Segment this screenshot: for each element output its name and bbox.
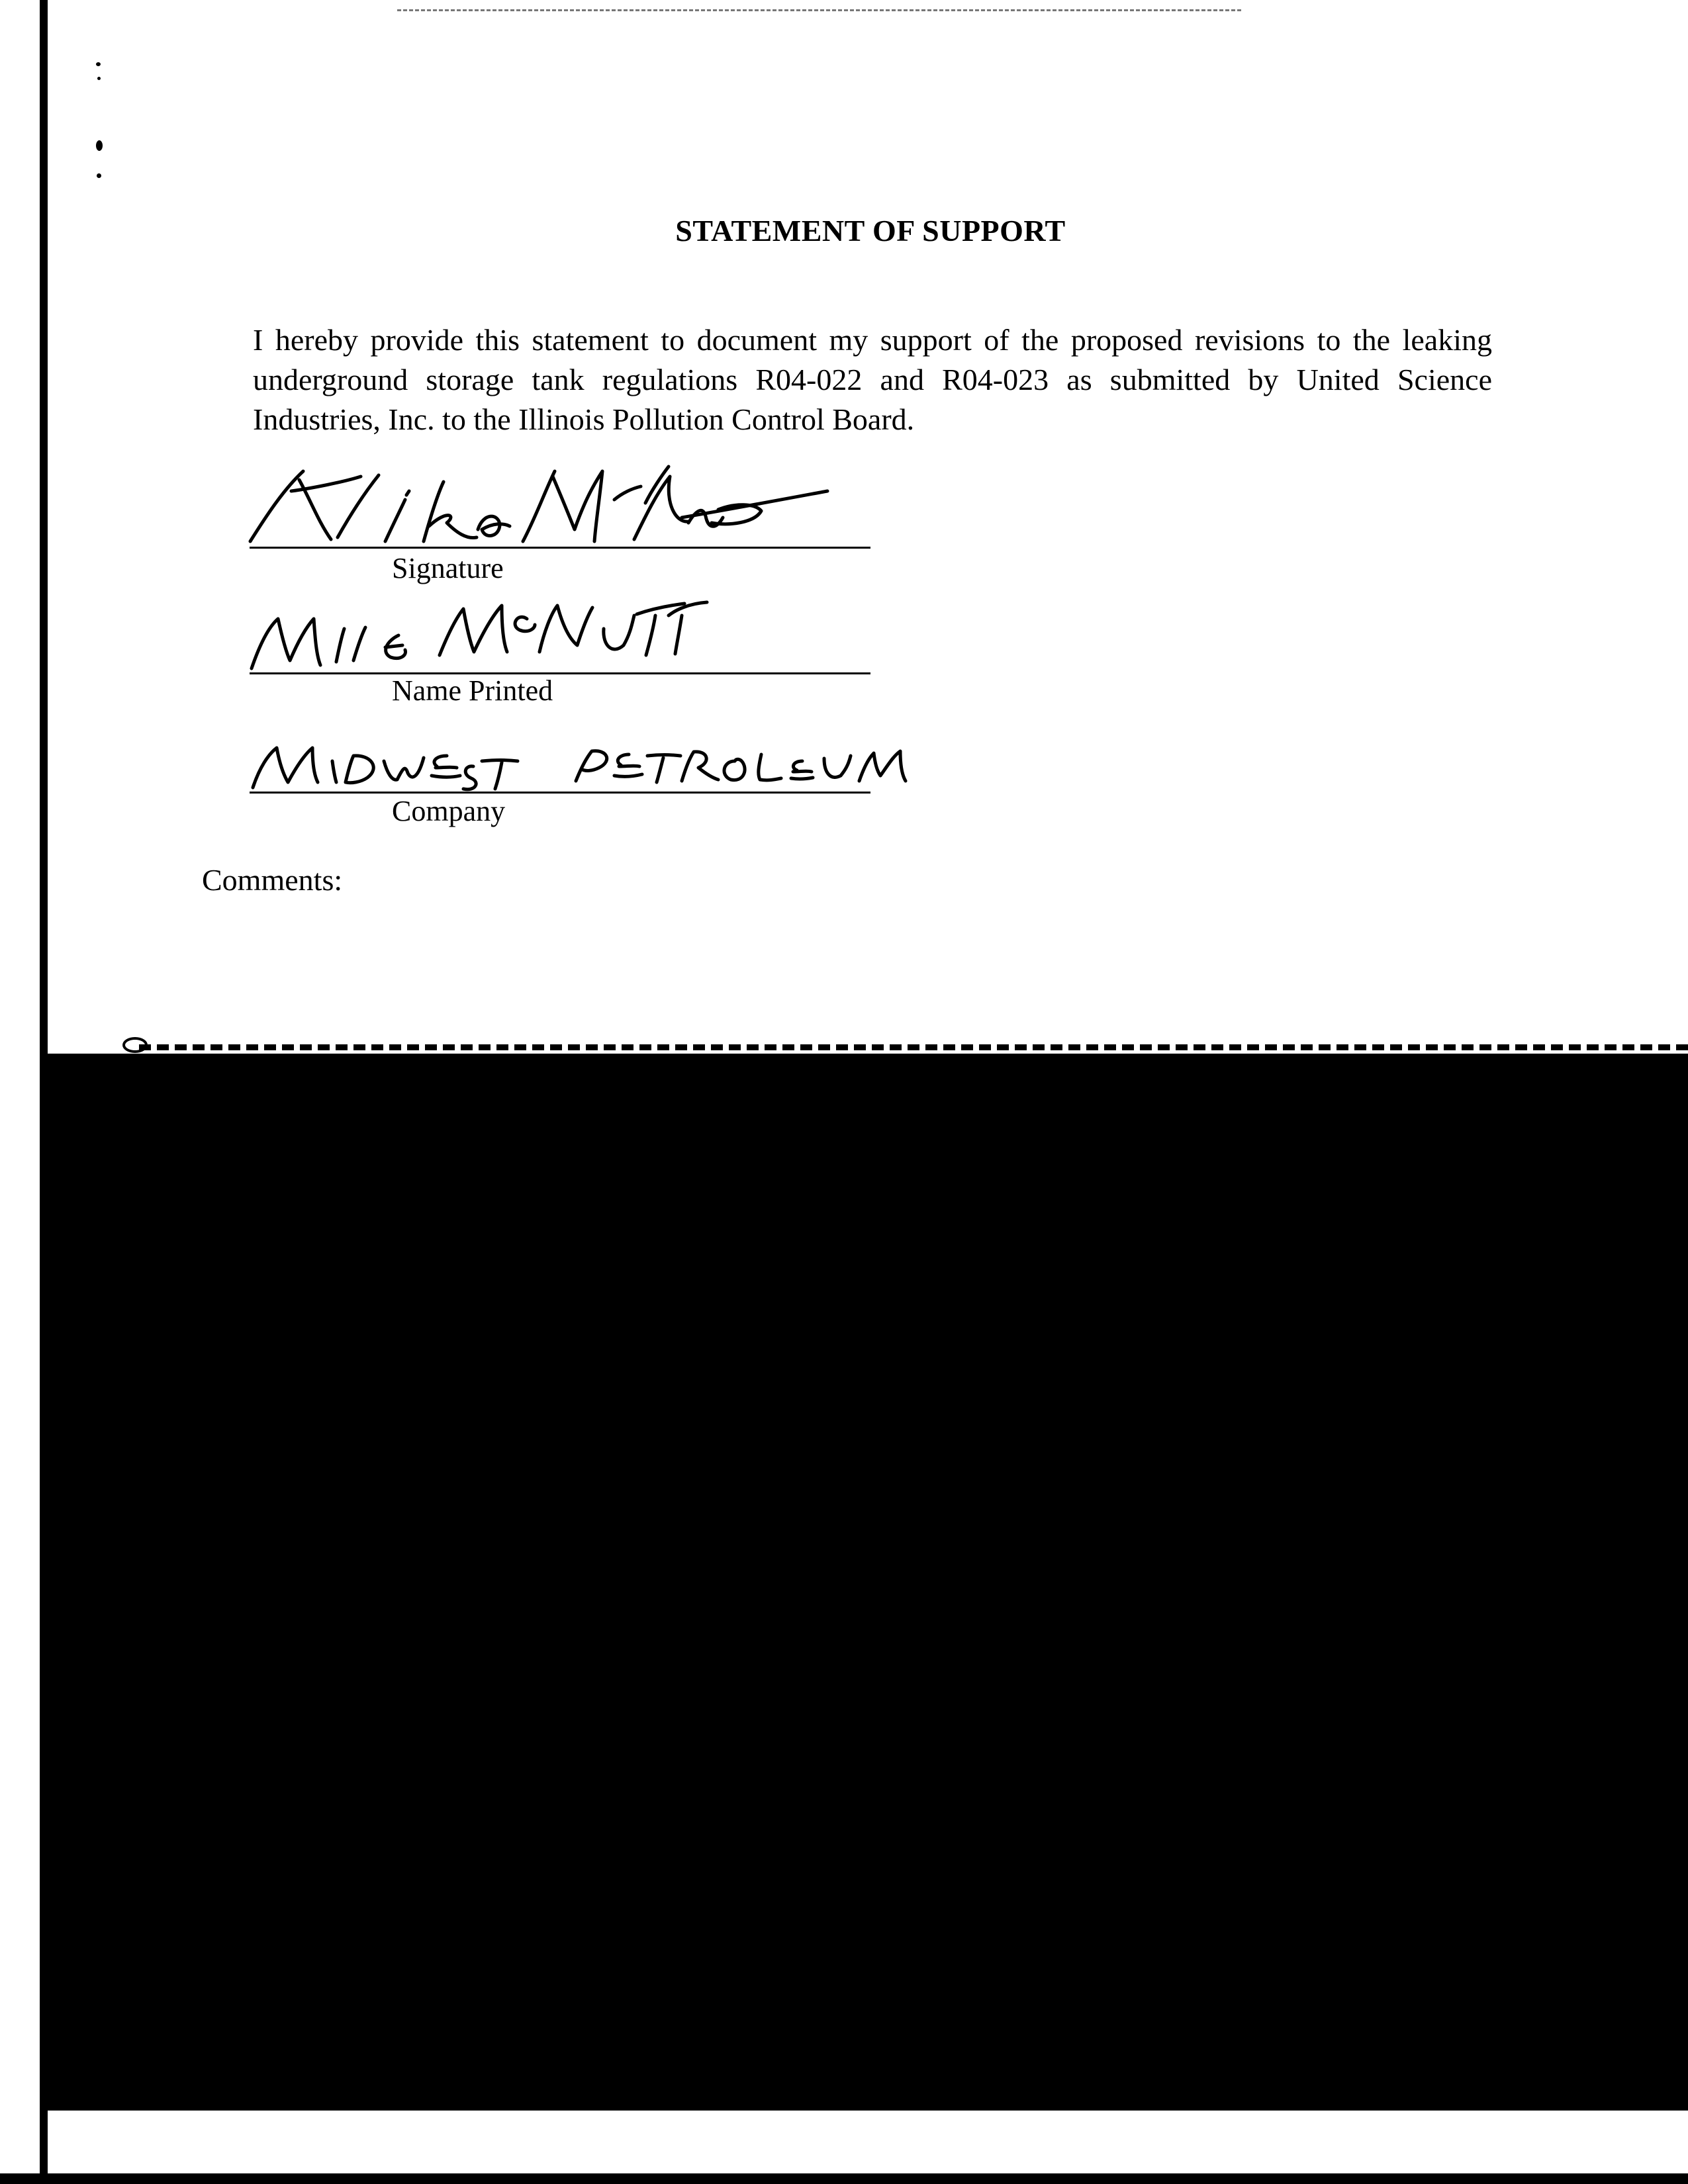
scan-bottom-edge [0, 2173, 1688, 2184]
signature-line [250, 547, 870, 549]
name-printed-line [250, 672, 870, 674]
document-title: STATEMENT OF SUPPORT [675, 214, 1066, 248]
company-handwriting [253, 748, 906, 790]
company-label: Company [392, 795, 506, 827]
comments-label: Comments: [202, 863, 343, 897]
perforation-line [139, 1044, 1688, 1050]
signature-handwriting [250, 467, 827, 541]
company-line [250, 792, 870, 794]
signature-label: Signature [392, 552, 504, 584]
statement-paragraph: I hereby provide this statement to document my support of the proposed revisions to the leaking underground storage tank regulations R04-022 and R04-023 as submitted by United Science Industries, Inc. to the Illinois Pollution Control Board. [253, 323, 1492, 436]
name-printed-label: Name Printed [392, 674, 553, 707]
name-printed-handwriting [252, 602, 707, 668]
redacted-region [45, 1054, 1688, 2111]
